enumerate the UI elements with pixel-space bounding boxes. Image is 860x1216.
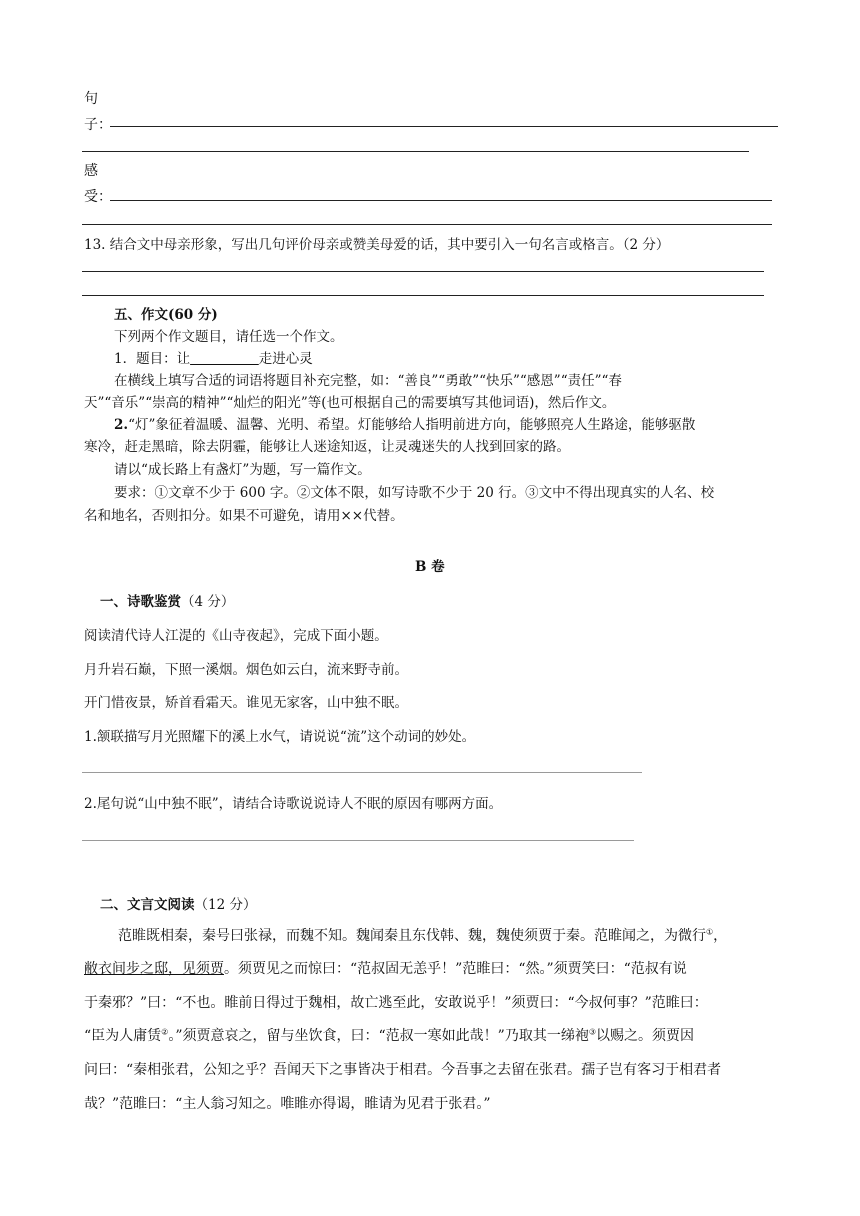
topic-1-desc-line1: 在横线上填写合适的词语将题目补充完整，如：“善良”“勇敢”“快乐”“感恩”“责任”“春: [114, 373, 622, 389]
topic-2-line1: [114, 413, 695, 433]
poetry-heading: [100, 590, 234, 610]
passage-text: “臣为人庸赁: [84, 1028, 162, 1044]
topic-1-desc-line2: 天”“音乐”“崇高的精神”“灿烂的阳光”等(也可根据自己的需要填写其他词语)，然后作文。: [84, 395, 616, 411]
footnote-marker: ③: [588, 1027, 596, 1037]
topic-2-number: 2.: [114, 417, 129, 433]
poetry-question-2: 2.尾句说“山中独不眠”，请结合诗歌说说诗人不眠的原因有哪两方面。: [84, 796, 503, 812]
passage-text: 以赐之。须贾因: [596, 1028, 694, 1044]
classical-score: （12 分）: [194, 897, 257, 913]
poem-line-2: 开门惜夜景，矫首看霜天。谁见无家客，山中独不眠。: [84, 695, 408, 711]
answer-line[interactable]: [82, 151, 749, 152]
poetry-score: （4 分）: [181, 594, 235, 610]
volume-b-title: B 卷: [415, 559, 445, 575]
passage-text: 。”须贾意哀之，留与坐饮食，曰：“范叔一寒如此哉！”乃取其一绨袍: [168, 1028, 589, 1044]
composition-intro: 下列两个作文题目，请任选一个作文。: [114, 329, 344, 345]
classical-heading-text: 二、文言文阅读: [100, 897, 195, 913]
passage-text: 范睢既相秦，秦号曰张禄，而魏不知。魏闻秦且东伐韩、魏，魏使须贾于秦。范睢闻之，为微行: [118, 928, 706, 944]
passage-line-2: [84, 958, 687, 978]
requirements-line1: 要求：①文章不少于 600 字。②文体不限，如写诗歌不少于 20 行。③文中不得出现真实的人名、校: [114, 485, 715, 501]
topic-1-title: [114, 347, 313, 367]
poetry-heading-text: 一、诗歌鉴赏: [100, 594, 181, 610]
sentence-label-char1: 句: [84, 91, 98, 107]
topic-1-blank[interactable]: [190, 351, 259, 367]
classical-heading: [100, 893, 256, 913]
answer-line[interactable]: [82, 224, 772, 225]
passage-text: ，: [713, 928, 728, 944]
answer-line[interactable]: [82, 271, 764, 272]
topic-2-task: 请以“成长路上有盏灯”为题，写一篇作文。: [114, 462, 371, 478]
feeling-label-char2: 受：: [84, 189, 112, 205]
footnote-marker: ②: [161, 1027, 169, 1037]
topic-1-suffix: 走进心灵: [258, 351, 313, 367]
composition-heading: 五、作文(60 分): [114, 307, 218, 323]
topic-1-prefix: 1．题目：让: [114, 351, 191, 367]
poetry-question-1: 1.颔联描写月光照耀下的溪上水气，请说说“流”这个动词的妙处。: [84, 729, 476, 745]
topic-2-line2: 寒冷，赶走黑暗，除去阴霾，能够让人迷途知返，让灵魂迷失的人找到回家的路。: [84, 439, 570, 455]
requirements-line2: 名和地名，否则扣分。如果不可避免，请用××代替。: [84, 508, 404, 524]
answer-line[interactable]: [82, 840, 634, 841]
feeling-label-char1: 感: [84, 163, 98, 179]
passage-text: 。须贾见之而惊曰：“范叔固无恙乎！”范睢曰：“然。”须贾笑曰：“范叔有说: [224, 961, 687, 977]
sentence-label-char2: 子：: [84, 117, 112, 133]
footnote-marker: ①: [706, 927, 714, 937]
answer-line[interactable]: [110, 200, 772, 201]
passage-line-1: [118, 925, 727, 945]
answer-line[interactable]: [110, 126, 778, 127]
passage-line-4: [84, 1025, 694, 1045]
underlined-sentence: 敝衣间步之邸，见须贾: [84, 961, 224, 977]
answer-line[interactable]: [82, 295, 764, 296]
passage-line-6: 哉？”范睢曰：“主人翁习知之。唯睢亦得谒，睢请为见君于张君。”: [84, 1096, 491, 1112]
question-13: 13. 结合文中母亲形象，写出几句评价母亲或赞美母爱的话，其中要引入一句名言或格言。（2 分）: [84, 237, 670, 253]
poem-line-1: 月升岩石巅，下照一溪烟。烟色如云白，流来野寺前。: [84, 662, 408, 678]
poetry-intro: 阅读清代诗人江湜的《山寺夜起》，完成下面小题。: [84, 628, 388, 644]
topic-2-text: “灯”象征着温暖、温馨、光明、希望。灯能够给人指明前进方向，能够照亮人生路途，能够驱散: [128, 417, 696, 433]
answer-line[interactable]: [82, 772, 642, 773]
passage-line-5: 问曰：“秦相张君，公知之乎？吾闻天下之事皆决于相君。今吾事之去留在张君。孺子岂有客习于相君者: [84, 1062, 722, 1078]
passage-line-3: 于秦邪？”曰：“不也。睢前日得过于魏相，故亡逃至此，安敢说乎！”须贾曰：“今叔何事？”范睢曰：: [84, 995, 708, 1011]
